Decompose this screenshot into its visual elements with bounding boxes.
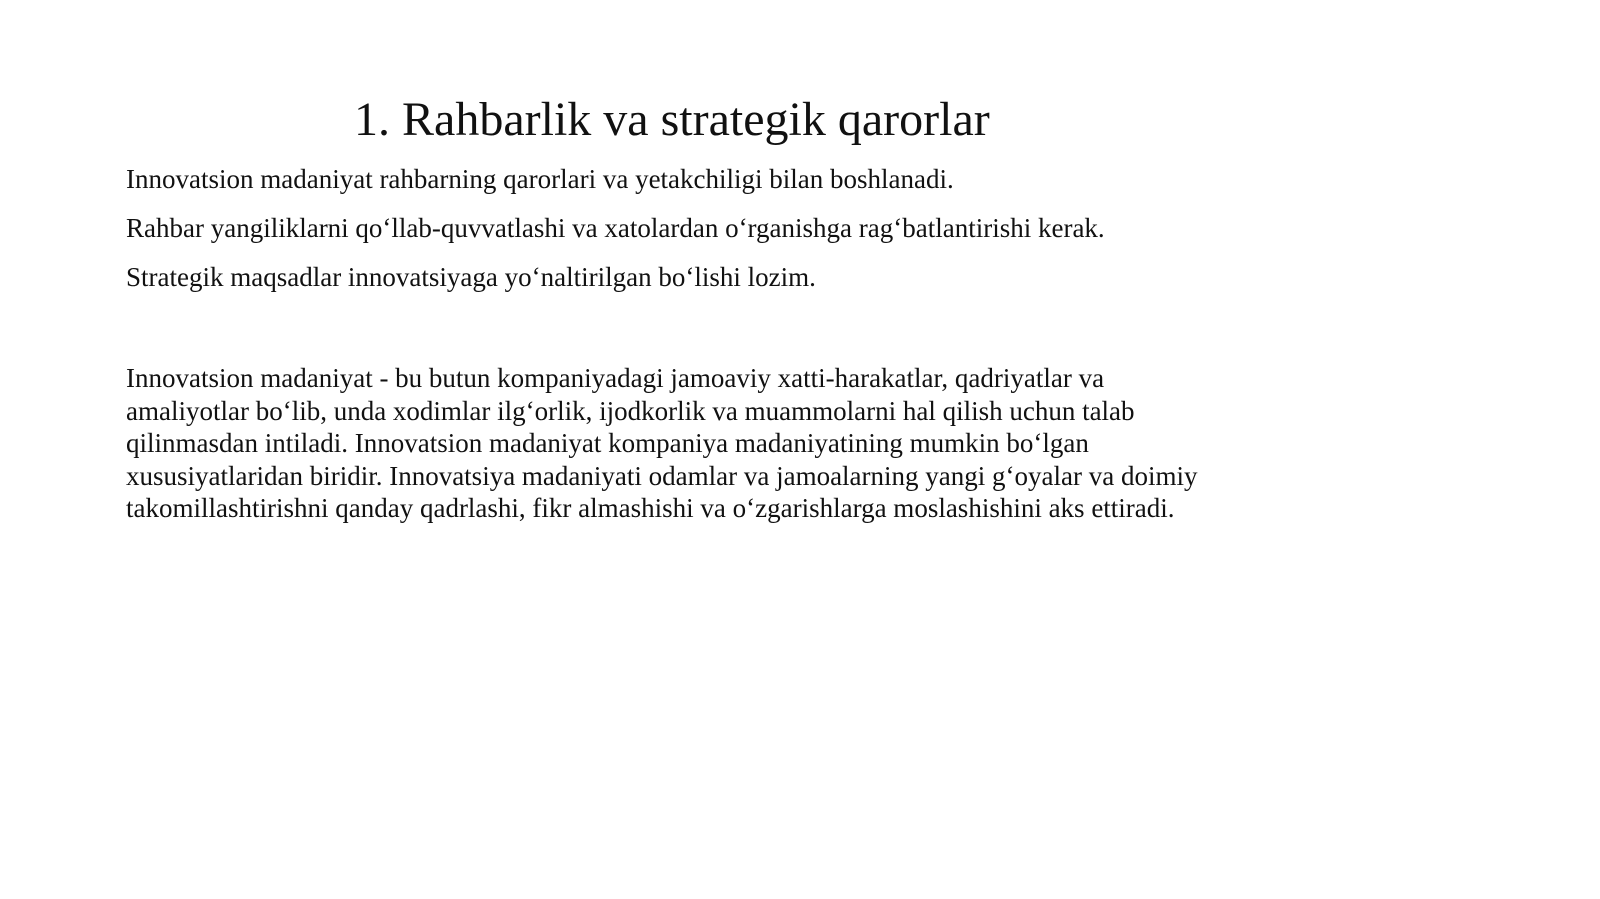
key-points-list xyxy=(126,163,1105,310)
paragraph-line: xususiyatlaridan biridir. Innovatsiya madaniyati odamlar va jamoalarning yangi g‘oyalar va doimiy xyxy=(126,460,1198,491)
paragraph-line: qilinmasdan intiladi. Innovatsion madaniyat kompaniya madaniyatining mumkin bo‘lgan xyxy=(126,428,1089,458)
key-point: Innovatsion madaniyat rahbarning qarorlari va yetakchiligi bilan boshlanadi. xyxy=(126,164,954,194)
key-point: Rahbar yangiliklarni qo‘llab-quvvatlashi va xatolardan o‘rganishga rag‘batlantirishi kerak. xyxy=(126,213,1105,243)
slide-title: 1. Rahbarlik va strategik qarorlar xyxy=(354,93,990,146)
definition-paragraph xyxy=(126,362,1366,525)
paragraph-line: takomillashtirishni qanday qadrlashi, fikr almashishi va o‘zgarishlarga moslashishini aks ettiradi. xyxy=(126,493,1175,523)
paragraph-line: Innovatsion madaniyat - bu butun kompaniyadagi jamoaviy xatti-harakatlar, qadriyatlar va xyxy=(126,363,1105,393)
key-point: Strategik maqsadlar innovatsiyaga yo‘naltirilgan bo‘lishi lozim. xyxy=(126,262,816,292)
paragraph-line: amaliyotlar bo‘lib, unda xodimlar ilg‘orlik, ijodkorlik va muammolarni hal qilish uchun talab xyxy=(126,395,1135,426)
